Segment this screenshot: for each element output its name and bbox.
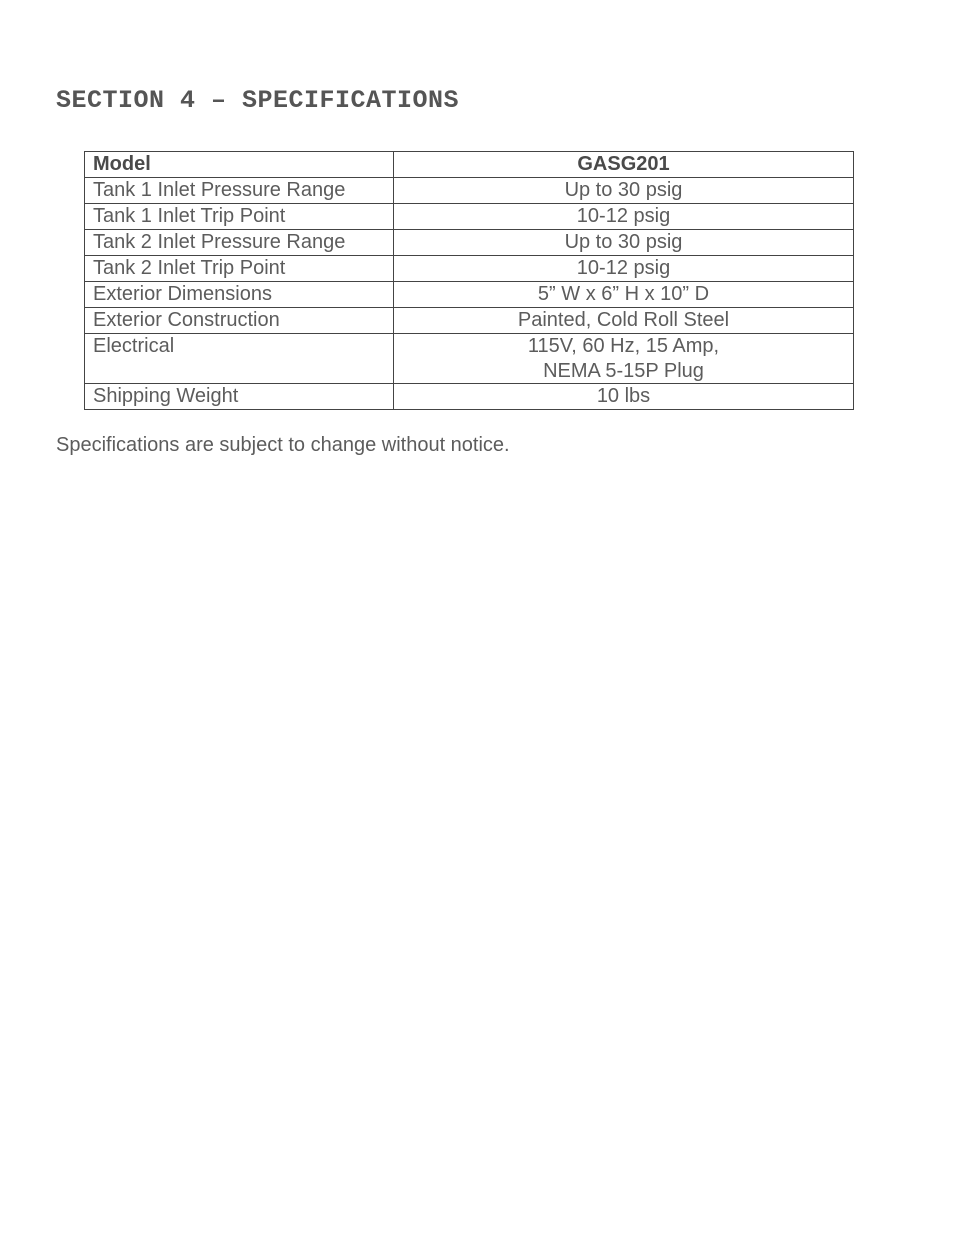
row-label-cell: Tank 1 Inlet Trip Point [85,204,394,230]
value-line: NEMA 5-15P Plug [543,359,704,382]
disclaimer-note: Specifications are subject to change without notice. [56,434,510,456]
table-row [85,308,854,334]
specifications-table [84,151,854,410]
row-value-cell: 10-12 psig [394,204,854,230]
row-value-cell: 5” W x 6” H x 10” D [394,282,854,308]
table-row [85,230,854,256]
row-value-cell: Up to 30 psig [394,230,854,256]
row-value-cell: 10 lbs [394,384,854,410]
header-label-cell: Model [85,152,394,178]
row-label-cell: Tank 2 Inlet Pressure Range [85,230,394,256]
table-row [85,256,854,282]
table-row [85,334,854,384]
section-title: SECTION 4 – SPECIFICATIONS [56,86,460,115]
row-label-cell: Shipping Weight [85,384,394,410]
row-value-cell: Up to 30 psig [394,178,854,204]
row-label-cell: Tank 1 Inlet Pressure Range [85,178,394,204]
row-label-cell: Exterior Dimensions [85,282,394,308]
row-label-cell: Electrical [85,334,394,384]
table-header-row [85,152,854,178]
table-row [85,282,854,308]
row-label-cell: Tank 2 Inlet Trip Point [85,256,394,282]
table-row [85,384,854,410]
row-value-cell: Painted, Cold Roll Steel [394,308,854,334]
row-value-cell [394,334,854,384]
header-value-cell: GASG201 [394,152,854,178]
row-value-cell: 10-12 psig [394,256,854,282]
table-row [85,204,854,230]
table-row [85,178,854,204]
row-label-cell: Exterior Construction [85,308,394,334]
value-line: 115V, 60 Hz, 15 Amp, [527,335,720,357]
